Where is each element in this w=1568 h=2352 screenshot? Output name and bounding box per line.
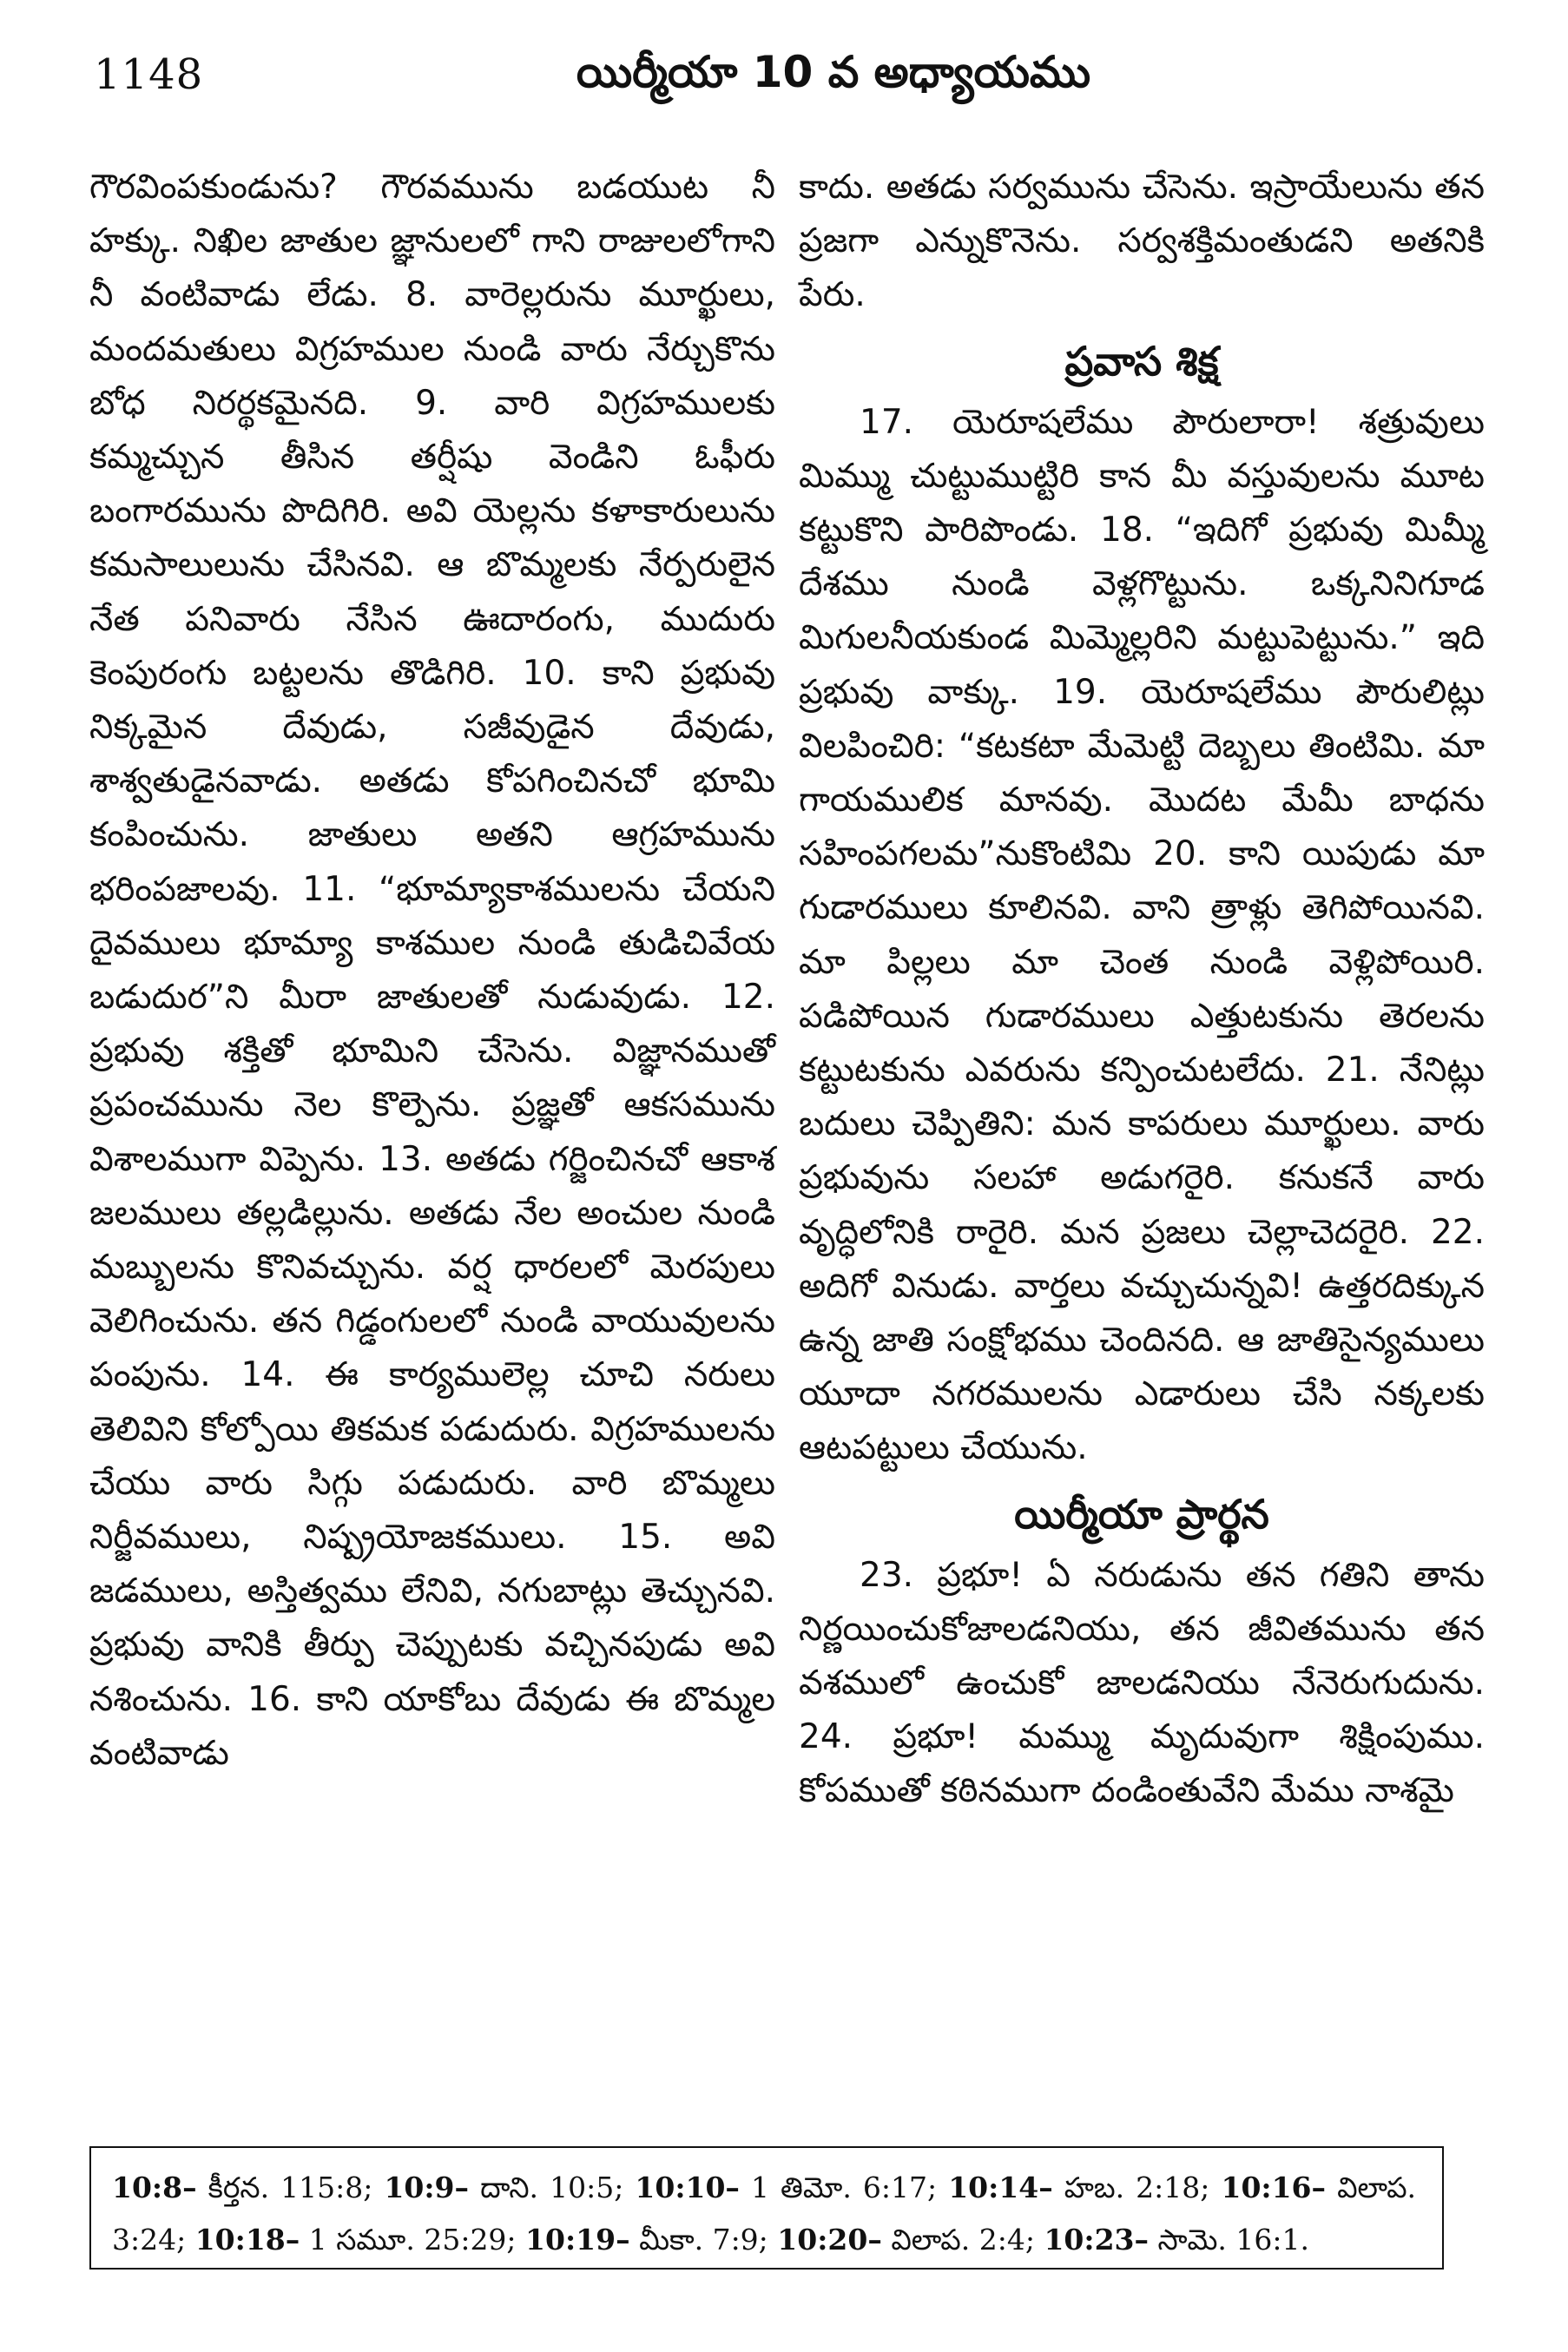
reference-target: కీర్తన. 115:8;: [196, 2171, 385, 2204]
right-column: [799, 161, 1485, 1819]
reference-verse: 10:23–: [1044, 2223, 1149, 2256]
reference-verse: 10:16–: [1221, 2171, 1327, 2204]
reference-target: విలాప. 3:24;: [112, 2171, 1417, 2256]
cross-reference: [777, 2223, 1044, 2256]
page-number: 1148: [94, 50, 204, 99]
left-column: [89, 161, 775, 1781]
page-header: [87, 43, 1476, 113]
reference-verse: 10:18–: [194, 2223, 300, 2256]
section-heading: యిర్మీయా ప్రార్థన: [1014, 1490, 1269, 1538]
reference-verse: 10:14–: [948, 2171, 1053, 2204]
reference-target: హబ. 2:18;: [1052, 2171, 1222, 2204]
body-paragraph: గౌరవింపకుండును? గౌరవమును బడయుట నీ హక్కు. నిఖిల జాతుల జ్ఞానులలో గాని రాజులలోగాని నీ వంటివాడు లేడు. 8. వారెల్లరును మూర్ఖులు, మందమతులు విగ్రహముల నుండి వారు నేర్చుకొను బోధ నిరర్థకమైనది. 9. వారి విగ్రహములకు కమ్మచ్చున తీసిన తర్షీషు వెండిని ఓఫీరు బంగారమును పొదిగిరి. అవి యెల్లను కళాకారులును కమసాలులును చేసినవి. ఆ బొమ్మలకు నేర్పరులైన నేత పనివారు నేసిన ఊదారంగు, ముదురు కెంపురంగు బట్టలను తొడిగిరి. 10. కాని ప్రభువు నిక్కమైన దేవుడు, సజీవుడైన దేవుడు, శాశ్వతుడైనవాడు. అతడు కోపగించినచో భూమి కంపించును. జాతులు అతని ఆగ్రహమును భరింపజాలవు. 11. “భూమ్యాకాశములను చేయని దైవములు భూమ్యా కాశముల నుండి తుడిచివేయ బడుదుర”ని మీరా జాతులతో నుడువుడు. 12. ప్రభువు శక్తితో భూమిని చేసెను. విజ్ఞానముతో ప్రపంచమును నెల కొల్పెను. ప్రజ్ఞతో ఆకసమును విశాలముగా విప్పెను. 13. అతడు గర్జించినచో ఆకాశ జలములు తల్లడిల్లును. అతడు నేల అంచుల నుండి మబ్బులను కొనివచ్చును. వర్ష ధారలలో మెరపులు వెలిగించును. తన గిడ్డంగులలో నుండి వాయువులను పంపును. 14. ఈ కార్యములెల్ల చూచి నరులు తెలివిని కోల్పోయి తికమక పడుదురు. విగ్రహములను చేయు వారు సిగ్గు పడుదురు. వారి బొమ్మలు నిర్జీవములు, నిష్ప్రయోజకములు. 15. అవి జడములు, అస్తిత్వము లేనివి, నగుబాట్లు తెచ్చునవి. ప్రభువు వానికి తీర్పు చెప్పుటకు వచ్చినపుడు అవి నశించును. 16. కాని యాకోబు దేవుడు ఈ బొమ్మల వంటివాడు: [89, 168, 775, 1773]
reference-target: మీకా. 7:9;: [629, 2223, 778, 2256]
reference-target: సామె. 16:1.: [1149, 2223, 1310, 2256]
cross-reference: [384, 2171, 635, 2204]
reference-verse: 10:19–: [525, 2223, 630, 2256]
cross-references-box: [89, 2146, 1444, 2270]
cross-reference: [195, 2223, 525, 2256]
running-title: యిర్మీయా 10 వ అధ్యాయము: [576, 47, 1091, 97]
reference-verse: 10:9–: [384, 2171, 470, 2204]
cross-reference: [525, 2223, 777, 2256]
reference-target: విలాప. 2:4;: [881, 2223, 1044, 2256]
body-paragraph: 17. యెరూషలేము పౌరులారా! శత్రువులు మిమ్ము చుట్టుముట్టిరి కాన మీ వస్తువులను మూట కట్టుకొని పారిపొండు. 18. “ఇదిగో ప్రభువు మిమ్మీ దేశము నుండి వెళ్లగొట్టును. ఒక్కనినిగూడ మిగులనీయకుండ మిమ్మెల్లరిని మట్టుపెట్టును.” ఇది ప్రభువు వాక్కు. 19. యెరూషలేము పౌరులిట్లు విలపించిరి: “కటకటా మేమెట్టి దెబ్బలు తింటిమి. మా గాయములిక మానవు. మొదట మేమీ బాధను సహింపగలమ”నుకొంటిమి 20. కాని యిపుడు మా గుడారములు కూలినవి. వాని త్రాళ్లు తెగిపోయినవి. మా పిల్లలు మా చెంత నుండి వెళ్లిపోయిరి. పడిపోయిన గుడారములు ఎత్తుటకును తెరలను కట్టుటకును ఎవరును కన్పించుటలేదు. 21. నేనిట్లు బదులు చెప్పితిని: మన కాపరులు మూర్ఖులు. వారు ప్రభువును సలహా అడుగరైరి. కనుకనే వారు వృద్ధిలోనికి రారైరి. మన ప్రజలు చెల్లాచెదరైరి. 22. అదిగో వినుడు. వార్తలు వచ్చుచున్నవి! ఉత్తరదిక్కున ఉన్న జాతి సంక్షోభము చెందినది. ఆ జాతిసైన్యములు యూదా నగరములను ఎడారులు చేసి నక్కలకు ఆటపట్టులు చేయును.: [799, 402, 1485, 1468]
reference-verse: 10:8–: [112, 2171, 197, 2204]
body-paragraph: 23. ప్రభూ! ఏ నరుడును తన గతిని తాను నిర్ణయించుకోజాలడనియు, తన జీవితమును తన వశములో ఉంచుకో జాలడనియు నేనెరుగుదును. 24. ప్రభూ! మమ్ము మృదువుగా శిక్షింపుము. కోపముతో కఠినముగా దండింతువేని మేము నాశమై: [799, 1555, 1485, 1811]
reference-verse: 10:10–: [635, 2171, 740, 2204]
reference-target: దాని. 10:5;: [469, 2171, 636, 2204]
cross-reference: [635, 2171, 948, 2204]
reference-target: 1 తిమో. 6:17;: [739, 2171, 949, 2204]
section-heading: ప్రవాస శిక్ష: [1064, 337, 1219, 385]
cross-reference: [948, 2171, 1221, 2204]
cross-reference: [1044, 2223, 1309, 2256]
body-paragraph: కాదు. అతడు సర్వమును చేసెను. ఇస్రాయేలును తన ప్రజగా ఎన్నుకొనెను. సర్వశక్తిమంతుడని అతనికి పేరు.: [799, 168, 1485, 315]
cross-reference: [112, 2171, 384, 2204]
reference-target: 1 సమూ. 25:29;: [300, 2223, 526, 2256]
reference-verse: 10:20–: [777, 2223, 882, 2256]
